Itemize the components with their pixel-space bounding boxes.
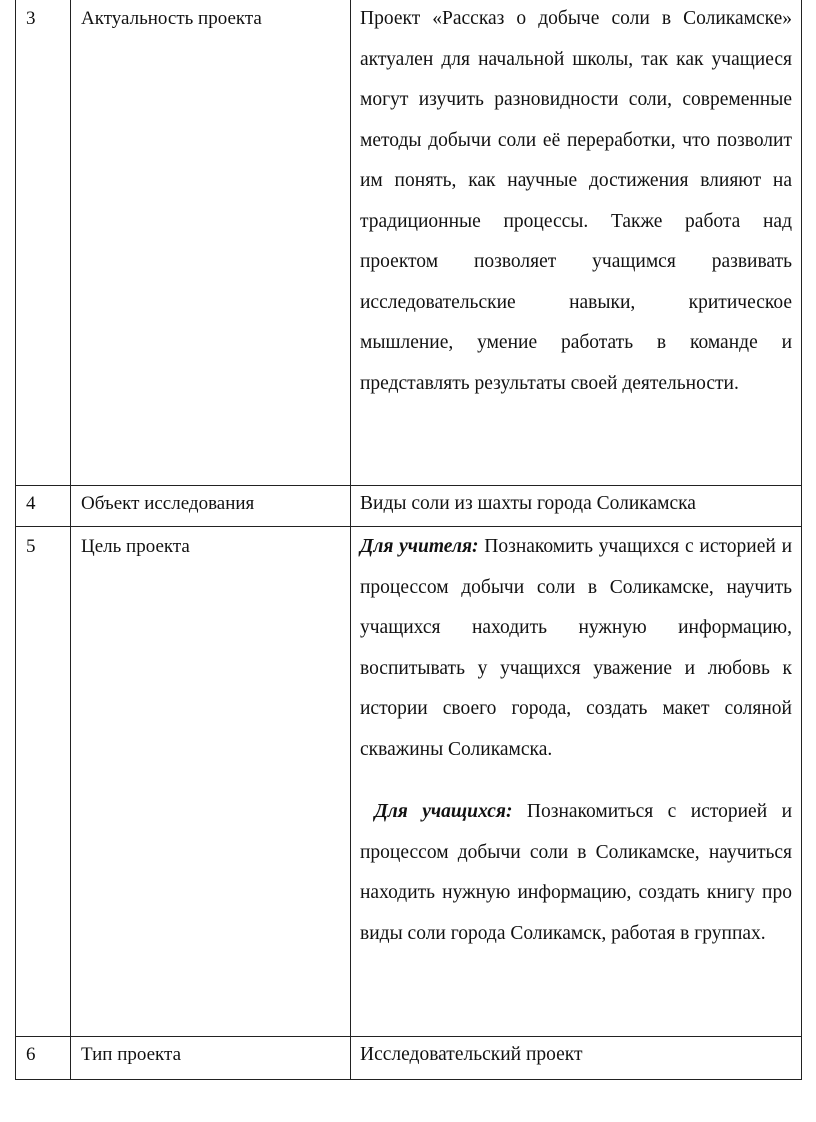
row-content-cell <box>351 486 802 527</box>
row-number: 4 <box>26 493 36 514</box>
row-label-cell <box>71 1037 351 1080</box>
teacher-goal-text: Познакомить учащихся с историей и процессом добычи соли в Соликамске, научить учащихся находить нужную информацию, воспитывать у учащихся уважение и любовь к истории своего города, создать макет соляной скважины Соликамска. <box>360 536 793 760</box>
students-goal-lead: Для учащихся: <box>374 801 513 822</box>
table-row <box>16 0 802 486</box>
row-content-cell <box>351 0 802 486</box>
row-label: Объект исследования <box>81 493 255 514</box>
paragraph-spacer <box>360 770 792 792</box>
table-row <box>16 486 802 527</box>
row-number: 3 <box>26 8 36 29</box>
row-label-cell <box>71 486 351 527</box>
project-passport-table <box>15 0 802 1080</box>
students-goal-paragraph <box>360 792 792 954</box>
row-label-cell <box>71 0 351 486</box>
row-number-cell <box>16 0 71 486</box>
row-number: 5 <box>26 536 36 557</box>
row-content: Проект «Рассказ о добыче соли в Соликамске» актуален для начальной школы, так как учащиеся могут изучить разновидности соли, современные методы добычи соли её переработки, что позволит им понять, как научные достижения влияют на традиционные процессы. Также работа над проектом позволяет учащимся развивать исследовательские навыки, критическое мышление, умение работать в команде и представлять результаты своей деятельности. <box>360 8 792 394</box>
goal-content <box>351 527 801 954</box>
row-number-cell <box>16 1037 71 1080</box>
row-content: Исследовательский проект <box>360 1044 583 1065</box>
row-content: Виды соли из шахты города Соликамска <box>360 493 696 514</box>
row-number-cell <box>16 486 71 527</box>
row-label-cell <box>71 527 351 1037</box>
table-row <box>16 527 802 1037</box>
row-content-cell <box>351 527 802 1037</box>
teacher-goal-lead: Для учителя: <box>360 536 479 557</box>
students-goal-text: Познакомиться с историей и процессом добычи соли в Соликамске, научиться находить нужную информацию, создать книгу про виды соли города Соликамск, работая в группах. <box>360 801 793 944</box>
row-number-cell <box>16 527 71 1037</box>
table-row <box>16 1037 802 1080</box>
row-label: Актуальность проекта <box>81 8 262 29</box>
teacher-goal-paragraph <box>360 527 792 770</box>
row-label: Тип проекта <box>81 1044 182 1065</box>
row-label: Цель проекта <box>81 536 190 557</box>
row-content-cell <box>351 1037 802 1080</box>
row-number: 6 <box>26 1044 36 1065</box>
